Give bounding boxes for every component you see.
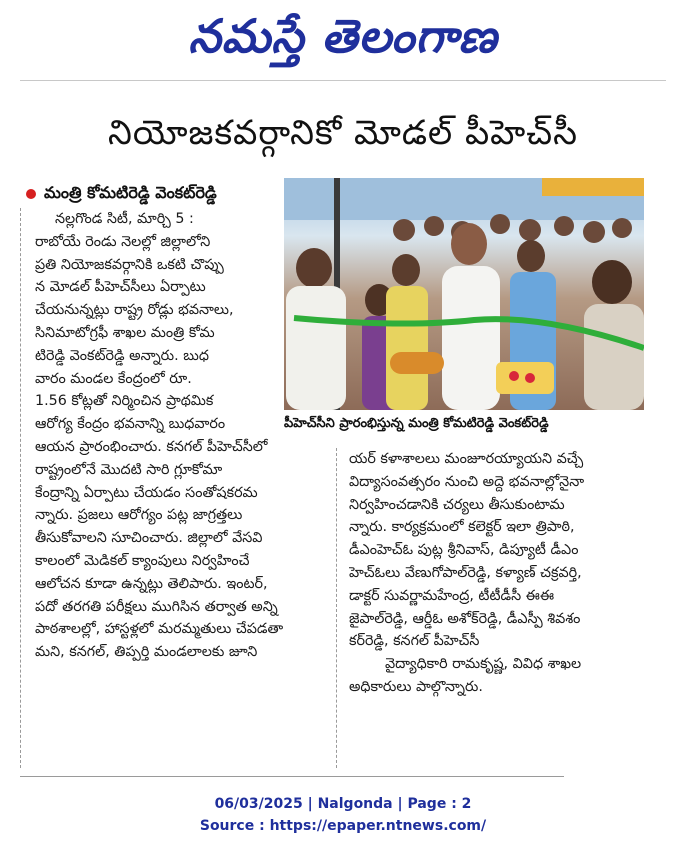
text-line: రాబోయే రెండు నెలల్లో జిల్లాలోని xyxy=(35,233,211,250)
text-line: తీసుకోవాలని సూచించారు. జిల్లాలో వేసవి xyxy=(35,530,263,547)
text-line: ప్రతి నియోజకవర్గానికి ఒకటి చొప్పు xyxy=(35,256,224,273)
column-2-text xyxy=(349,448,648,699)
article-column-1 xyxy=(20,208,326,768)
text-line: వారం మండల కేంద్రంలో రూ. xyxy=(35,370,192,387)
text-line: ఆయన ప్రారంభించారు. కనగల్ పీహెచ్‌సీలో xyxy=(35,438,268,455)
column-1-text xyxy=(35,208,326,664)
text-line: నల్లగొండ సిటీ, మార్చి 5 : xyxy=(55,211,194,227)
text-line: డీఎంహెచ్‌ఓ పుట్ల శ్రీనివాస్, డిప్యూటీ డీఎం xyxy=(349,542,579,559)
text-line: అధికారులు పాల్గొన్నారు. xyxy=(349,678,483,695)
text-line: మని, కనగల్, తిప్పర్తి మండలాలకు జూని xyxy=(35,644,258,661)
article-column-2 xyxy=(336,448,648,768)
text-line: హెచ్‌ఓలు వేణుగోపాల్‌రెడ్డి, కళ్యాణ్ చక్రవర్తి, xyxy=(349,564,582,581)
text-line: సినిమాటోగ్రఫీ శాఖల మంత్రి కోమ xyxy=(35,324,215,341)
text-line: యర్ కళాశాలలు మంజూరయ్యాయని వచ్చే xyxy=(349,451,584,467)
text-line: కర్‌రెడ్డి, కనగల్ పీహెచ్‌సీ xyxy=(349,633,480,650)
text-line: కాలంలో మెడికల్ క్యాంపులు నిర్వహించే xyxy=(35,552,250,569)
text-line: కేంద్రాన్ని ఏర్పాటు చేయడం సంతోషకరమ xyxy=(35,484,258,501)
text-line: రాష్ట్రంలోనే మొదటి సారి గ్లూకోమా xyxy=(35,461,223,478)
text-line: విద్యాసంవత్సరం నుంచి అద్దె భవనాల్లోనైనా xyxy=(349,473,585,490)
text-line: పదో తరగతి పరీక్షలు ముగిసిన తర్వాత అన్ని xyxy=(35,598,278,615)
footer-date-line: 06/03/2025 | Nalgonda | Page : 2 xyxy=(214,796,472,812)
text-line: వైద్యాధికారి రామకృష్ణ, వివిధ శాఖల xyxy=(385,656,582,673)
text-line: న్నారు. ప్రజలు ఆరోగ్యం పట్ల జాగ్రత్తలు xyxy=(35,507,243,524)
photo-caption: పీహెచ్‌సీని ప్రారంభిస్తున్న మంత్రి కోమటిరెడ్డి వెంకట్‌రెడ్డి xyxy=(284,416,549,431)
text-line: టిరెడ్డి వెంకట్‌రెడ్డి అన్నారు. బుధ xyxy=(35,347,209,364)
byline-name: మంత్రి కోమటిరెడ్డి వెంకట్‌రెడ్డి xyxy=(44,182,217,202)
news-photo xyxy=(284,178,644,410)
text-line: 1.56 కోట్లతో నిర్మించిన ప్రాథమిక xyxy=(35,393,214,410)
bullet-icon xyxy=(26,189,36,199)
text-line: చేయనున్నట్లు రాష్ట్ర రోడ్లు భవనాలు, xyxy=(35,302,234,319)
masthead-logo: నమస్తే తెలంగాణ xyxy=(188,9,498,63)
footer-divider xyxy=(20,776,564,777)
ribbon-cutting-illustration xyxy=(284,178,644,410)
text-line: న్నారు. కార్యక్రమంలో కలెక్టర్ ఇలా త్రిపాఠి, xyxy=(349,519,575,536)
article-headline: నియోజకవర్గానికో మోడల్ పీహెచ్‌సీ xyxy=(108,113,578,153)
text-line: జైపాల్‌రెడ్డి, ఆర్డీఓ అశోక్‌రెడ్డి, డీఎస్పీ శివశం xyxy=(349,610,581,627)
byline xyxy=(26,182,217,206)
masthead-divider xyxy=(20,80,666,81)
text-line: పాఠశాలల్లో, హాస్టళ్లలో మరమ్మతులు చేపడతా xyxy=(35,621,284,638)
footer-source-line: Source : https://epaper.ntnews.com/ xyxy=(199,818,487,834)
text-line: డాక్టర్ సువర్ణామహేంద్ర, టీటీడీసీ ఈఈ xyxy=(349,587,555,604)
text-line: ఆలోచన కూడా ఉన్నట్లు తెలిపారు. ఇంటర్, xyxy=(35,575,268,592)
text-line: నిర్వహించడానికి చర్యలు తీసుకుంటామ xyxy=(349,496,565,513)
text-line: ఆరోగ్య కేంద్రం భవనాన్ని బుధవారం xyxy=(35,416,226,433)
text-line: న మోడల్ పీహెచ్‌సీలు ఏర్పాటు xyxy=(35,279,206,296)
